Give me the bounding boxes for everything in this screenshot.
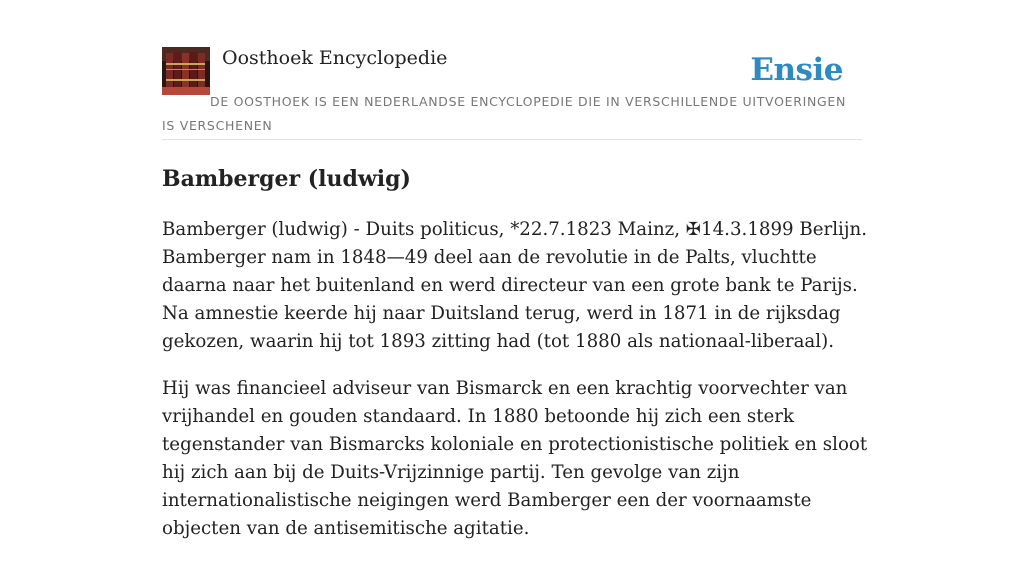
article-paragraph: Hij was financieel adviseur van Bismarck en een krachtig voorvechter van vrijhandel en gouden standaard. In 1880 betoonde hij zich een sterk tegenstander van Bismarcks koloniale en protectionistische politiek en sloot hij zich aan bij de Duits-Vrijzinnige partij. Ten gevolge van zijn internationalistische neigingen werd Bamberger een der voornaamste objecten van de antisemitische agitatie. bbox=[162, 378, 868, 539]
site-tagline: DE OOSTHOEK IS EEN NEDERLANDSE ENCYCLOPEDIE DIE IN VERSCHILLENDE UITVOERINGEN IS VERSCHENEN bbox=[162, 94, 847, 133]
avatar[interactable] bbox=[162, 47, 210, 95]
article-body bbox=[162, 216, 872, 562]
page-header bbox=[162, 46, 862, 140]
brand-logo[interactable]: Ensie bbox=[750, 52, 843, 88]
encyclopedia-books-icon bbox=[162, 47, 210, 95]
article-paragraph: Bamberger (ludwig) - Duits politicus, *22.7.1823 Mainz, ✠14.3.1899 Berlijn. Bamberger nam in 1848—49 deel aan de revolutie in de Palts, vluchtte daarna naar het buitenland en werd directeur van een grote bank te Parijs. Na amnestie keerde hij naar Duitsland terug, werd in 1871 in de rijksdag gekozen, waarin hij tot 1893 zitting had (tot 1880 als nationaal-liberaal). bbox=[162, 219, 867, 352]
site-name[interactable]: Oosthoek Encyclopedie bbox=[222, 47, 448, 69]
article-title: Bamberger (ludwig) bbox=[162, 166, 411, 192]
header-divider bbox=[162, 139, 862, 140]
